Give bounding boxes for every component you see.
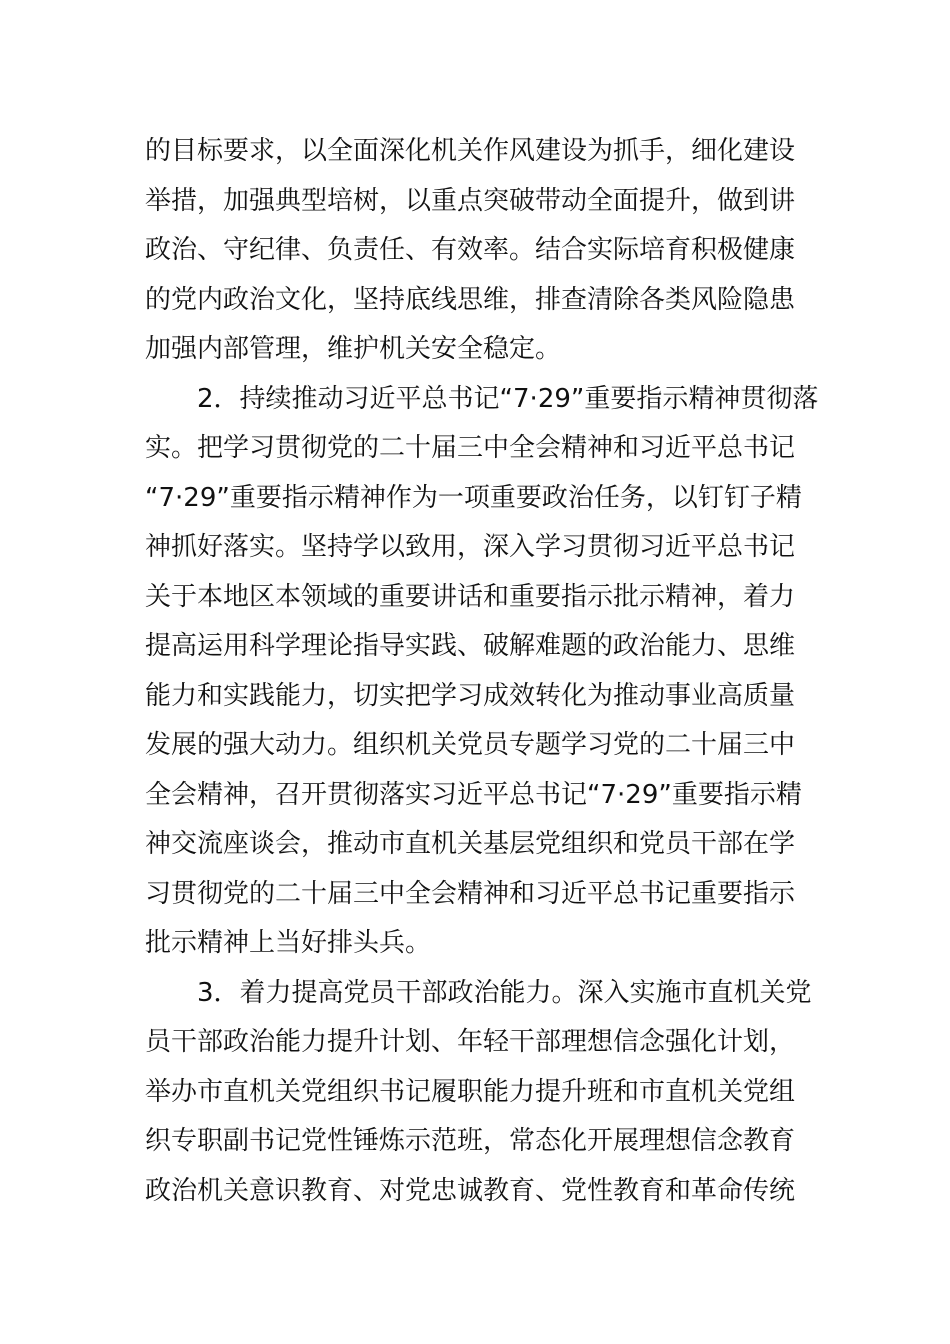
text-line: 织专职副书记党性锤炼示范班，常态化开展理想信念教育 (145, 1126, 796, 1156)
paragraph-2-first-line: 2．持续推动习近平总书记“7·29”重要指示精神贯彻落 (197, 383, 819, 414)
text-line: 实。把学习贯彻党的二十届三中全会精神和习近平总书记 (145, 433, 796, 463)
text-line: 习贯彻党的二十届三中全会精神和习近平总书记重要指示 (145, 878, 796, 909)
text-line: 全会精神，召开贯彻落实习近平总书记“7·29”重要指示精 (145, 779, 802, 810)
text-line: 的目标要求，以全面深化机关作风建设为抓手，细化建设 (145, 136, 796, 166)
paragraph-3-first-line: 3．着力提高党员干部政治能力。深入实施市直机关党 (197, 977, 812, 1008)
text-line: 神抓好落实。坚持学以致用，深入学习贯彻习近平总书记 (145, 532, 796, 562)
text-line: 政治机关意识教育、对党忠诚教育、党性教育和革命传统 (145, 1175, 796, 1206)
text-line: 批示精神上当好排头兵。 (145, 928, 432, 958)
body-text (145, 127, 819, 1216)
text-line: 的党内政治文化，坚持底线思维，排查清除各类风险隐患 (145, 284, 796, 315)
text-line: “7·29”重要指示精神作为一项重要政治任务，以钉钉子精 (145, 482, 802, 513)
text-line: 提高运用科学理论指导实践、破解难题的政治能力、思维 (145, 631, 796, 661)
text-line: 举办市直机关党组织书记履职能力提升班和市直机关党组 (145, 1076, 796, 1107)
text-line: 加强内部管理，维护机关安全稳定。 (145, 334, 562, 364)
text-line: 关于本地区本领域的重要讲话和重要指示批示精神，着力 (145, 581, 796, 612)
text-line: 发展的强大动力。组织机关党员专题学习党的二十届三中 (145, 730, 796, 760)
text-line: 员干部政治能力提升计划、年轻干部理想信念强化计划， (145, 1027, 796, 1057)
text-line: 政治、守纪律、负责任、有效率。结合实际培育积极健康 (145, 235, 796, 265)
text-line: 神交流座谈会，推动市直机关基层党组织和党员干部在学 (145, 829, 796, 859)
text-line: 举措，加强典型培树，以重点突破带动全面提升，做到讲 (145, 185, 796, 216)
text-line: 能力和实践能力，切实把学习成效转化为推动事业高质量 (145, 680, 796, 711)
